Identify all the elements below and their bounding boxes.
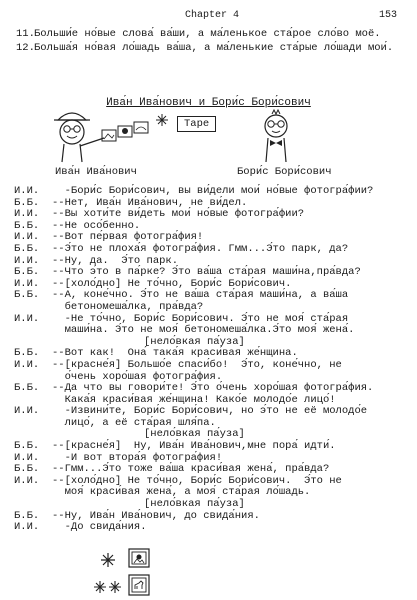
dialogue-text: лицо́, а её ста́рая шля́па.	[52, 416, 216, 429]
dialogue-text: --[красне́я] Большо́е спаси́бо! Э́то, коне́чно, не	[52, 358, 342, 371]
framed-horse-doodle-icon	[128, 574, 150, 596]
speaker-label	[14, 487, 52, 499]
stage-direction-pause: [нело́вкая па́уза]	[144, 498, 245, 511]
dialogue-block	[14, 186, 409, 534]
stage-direction-pause: [нело́вкая па́уза]	[144, 335, 245, 348]
speaker-label: И.И.	[14, 277, 40, 290]
dialogue-line	[14, 441, 409, 453]
speaker-label: И.И.	[14, 451, 40, 464]
dialogue-text: -До свида́ния.	[52, 521, 147, 534]
speaker-label: Б.Б.	[14, 382, 40, 395]
dialogue-text: --Не осо́бенно.	[52, 219, 141, 232]
dialogue-text: -И вот втора́я фотогра́фия!	[52, 451, 223, 464]
dialogue-text: моя́ краси́вая жена́, а моя́ ста́рая ло́шадь.	[52, 486, 311, 499]
boris-cartoon-illustration	[256, 110, 296, 164]
speaker-label: И.И.	[14, 312, 40, 325]
exercise-text: Больши́е но́вые слова́ ва́ши, а ма́ленькое ста́рое сло́во моё.	[34, 28, 381, 40]
speaker-label: Б.Б.	[14, 266, 40, 279]
caption-boris: Бори́с Бори́сович	[237, 166, 332, 178]
tape-label-box: Tape	[177, 116, 216, 132]
dialogue-text: о́чень хоро́шая фотогра́фия.	[52, 370, 223, 383]
exercise-text: Больша́я но́вая ло́шадь ва́ша, а ма́ленькие ста́рые ло́шади мои́.	[34, 42, 394, 54]
exercise-item	[16, 28, 406, 40]
stage-direction-pause: [нело́вкая па́уза]	[144, 428, 245, 441]
dialogue-text: бетономеша́лка, пра́вда?	[52, 300, 204, 313]
speaker-label: Б.Б.	[14, 463, 40, 476]
dialogue-text: -Извини́те, Бори́с Бори́сович, но э́то не её молодо́е	[52, 405, 368, 418]
speaker-label: И.И.	[14, 254, 40, 267]
dialogue-text: --Да что вы говори́те! Э́то о́чень хоро́шая фотогра́фия.	[52, 382, 374, 395]
speaker-label: Б.Б.	[14, 289, 40, 302]
page-header	[0, 10, 417, 24]
ivan-cartoon-illustration	[40, 108, 190, 164]
dialogue-text: --[холо́дно] Не то́чно, Бори́с Бори́сович. Э́то не	[52, 474, 342, 487]
scene-title-text: Ива́н Ива́нович и Бори́с Бори́сович	[106, 97, 311, 109]
speaker-label: И.И.	[14, 474, 40, 487]
dialogue-line	[14, 267, 409, 279]
dialogue-text: --[холо́дно] Не то́чно, Бори́с Бори́сович.	[52, 277, 292, 290]
dialogue-text: -Не то́чно, Бори́с Бори́сович. Э́то не моя́ ста́рая	[52, 312, 349, 325]
speaker-label: Б.Б.	[14, 347, 40, 360]
exercise-number: 12.	[16, 42, 35, 54]
dialogue-text: --Ну, Ива́н Ива́нович, до свида́ния.	[52, 509, 260, 522]
speaker-label: И.И.	[14, 358, 40, 371]
speaker-label: Б.Б.	[14, 509, 40, 522]
dialogue-text: --А, коне́чно. Э́то не ва́ша ста́рая маши́на, а ва́ша	[52, 289, 349, 302]
dialogue-text: --Э́то не плоха́я фотогра́фия. Гмм...Э́то парк, да?	[52, 242, 349, 255]
speaker-label: Б.Б.	[14, 219, 40, 232]
dialogue-text: маши́на. Э́то не моя́ бетономеша́лка.Э́то моя́ жена́.	[52, 324, 355, 337]
speaker-label: И.И.	[14, 208, 40, 221]
speaker-label: Б.Б.	[14, 242, 40, 255]
star-doodle-icon	[100, 552, 116, 568]
dialogue-text: --Гмм...Э́то тоже ва́ша краси́вая жена́, пра́вда?	[52, 463, 330, 476]
dialogue-text: --Что э́то в па́рке? Э́то ва́ша ста́рая маши́на,пра́вда?	[52, 266, 361, 279]
speaker-label	[14, 302, 52, 314]
dialogue-text: --Нет, Ива́н Ива́нович, не ви́дел.	[52, 196, 248, 209]
dialogue-line	[14, 186, 409, 198]
speaker-label	[14, 325, 52, 337]
dialogue-line	[14, 522, 409, 534]
caption-ivan: Ива́н Ива́нович	[55, 166, 137, 178]
exercise-item	[16, 42, 406, 54]
chapter-label: Chapter 4	[185, 10, 240, 21]
dialogue-text: --Вот как! Она́ така́я краси́вая же́нщина.	[52, 347, 298, 360]
dialogue-line	[14, 244, 409, 256]
numbered-exercise-list	[16, 28, 406, 56]
speaker-label: И.И.	[14, 405, 40, 418]
dialogue-text: --Ну, да. Э́то парк.	[52, 254, 179, 267]
speaker-label: И.И.	[14, 231, 40, 244]
dialogue-text: --Вот пе́рвая фотогра́фия!	[52, 231, 204, 244]
speaker-label	[14, 418, 52, 430]
speaker-label: И.И.	[14, 521, 40, 534]
speaker-label: И.И.	[14, 185, 40, 197]
speaker-label: Б.Б.	[14, 440, 40, 453]
page-number: 153	[378, 10, 397, 21]
dialogue-text: Кака́я краси́вая же́нщина! Како́е молодо́е лицо́!	[52, 393, 336, 406]
double-star-doodle-icon	[94, 580, 122, 594]
dialogue-text: --Вы хоти́те ви́деть мои́ но́вые фотогра́фии?	[52, 208, 305, 221]
exercise-number: 11.	[16, 28, 35, 40]
framed-photo-doodle-icon	[128, 548, 150, 568]
dialogue-line	[14, 325, 409, 337]
dialogue-text: --[красне́я] Ну, Ива́н Ива́нович,мне пора́ идти́.	[52, 440, 336, 453]
dialogue-line	[14, 360, 409, 372]
dialogue-line	[14, 302, 409, 314]
dialogue-line	[14, 383, 409, 395]
speaker-label: Б.Б.	[14, 196, 40, 209]
dialogue-text: -Бори́с Бори́сович, вы ви́дели мои́ но́вые фотогра́фии?	[52, 185, 374, 197]
